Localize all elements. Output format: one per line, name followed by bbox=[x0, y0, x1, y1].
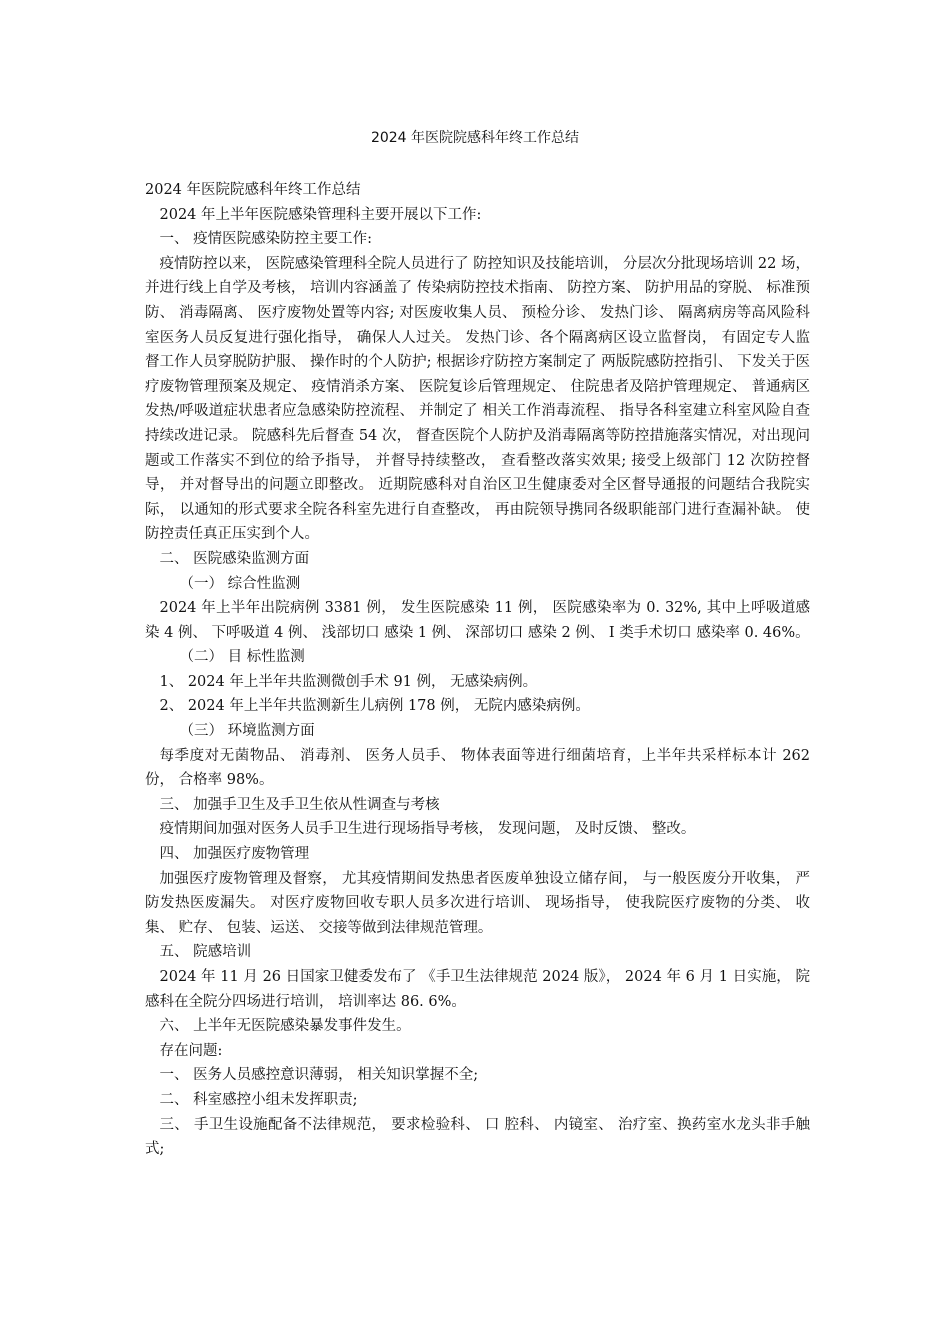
problems-heading: 存在问题: bbox=[159, 1042, 223, 1059]
subsection-heading-2: （二） 目 标性监测 bbox=[179, 649, 305, 666]
paragraph-intro: 2024 年上半年医院感染管理科主要开展以下工作: bbox=[159, 206, 482, 223]
section-heading-6: 六、 上半年无医院感染暴发事件发生。 bbox=[159, 1018, 411, 1035]
section-heading-5: 五、 院感培训 bbox=[159, 944, 252, 961]
document-title: 2024 年医院院感科年终工作总结 bbox=[370, 130, 580, 146]
subsection-heading-3: （三） 环境监测方面 bbox=[179, 723, 315, 740]
paragraph-environment-monitoring: 每季度对无菌物品、 消毒剂、 医务人员手、 物体表面等进行细菌培育，上半年共采样标本计 262 份， 合格率 98%。 bbox=[145, 747, 810, 789]
paragraph-heading: 2024 年医院院感科年终工作总结 bbox=[145, 182, 361, 198]
problem-item-1: 一、 医务人员感控意识薄弱， 相关知识掌握不全; bbox=[159, 1067, 479, 1084]
document-body bbox=[145, 178, 810, 1162]
section-heading-2: 二、 医院感染监测方面 bbox=[159, 550, 310, 567]
paragraph-hand-hygiene: 疫情期间加强对医务人员手卫生进行现场指导考核， 发现问题， 及时反馈、 整改。 bbox=[159, 821, 696, 838]
paragraph-target-1: 1、 2024 年上半年共监测微创手术 91 例， 无感染病例。 bbox=[159, 673, 538, 690]
section-heading-4: 四、 加强医疗废物管理 bbox=[159, 846, 310, 863]
paragraph-comprehensive-monitoring: 2024 年上半年出院病例 3381 例， 发生医院感染 11 例， 医院感染率为 0. 32%, 其中上呼吸道感染 4 例、 下呼吸道 4 例、 浅部切口 感染 1 例、 深部切口 感染 2 例、 Ⅰ 类手术切口 感染率 0. 46%。 bbox=[145, 600, 810, 641]
section-heading-3: 三、 加强手卫生及手卫生依从性调查与考核 bbox=[159, 796, 440, 813]
paragraph-epidemic-control: 疫情防控以来， 医院感染管理科全院人员进行了 防控知识及技能培训， 分层次分批现场培训 22 场， 并进行线上自学及考核， 培训内容涵盖了 传染病防控技术指南、 防控方案、 防护用品的穿脱、 标准预防、 消毒隔离、 医疗废物处置等内容; 对医废收集人员、 预检分诊、 发热门诊、 隔离病房等高风险科室医务人员反复进行强化指导， 确保人人过关。 发热门诊、各个隔离病区设立监督岗， 有固定专人监督工作人员穿脱防护服、 操作时的个人防护; 根据诊疗防控方案制定了 两版院感防控指引、 下发关于医疗废物管理预案及规定、 疫情消杀方案、 医院复诊后管理规定、 住院患者及陪护管理规定、 普通病区发热/呼吸道症状患者应急感染防控流程、 并制定了 相关工作消毒流程、 指导各科室建立科室风险自查持续改进记录。 院感科先后督查 54 次， 督查医院个人防护及消毒隔离等防控措施落实情况，对出现问题或工作落实不到位的给予指导， 并督导持续整改， 查看整改落实效果; 接受上级部门 12 次防控督导， 并对督导出的问题立即整改。 近期院感科对自治区卫生健康委对全区督导通报的问题结合我院实际， 以通知的形式要求全院各科室先进行自查整改， 再由院领导携同各级职能部门进行查漏补缺。 使防控责任真正压实到个人。 bbox=[145, 255, 810, 543]
problem-item-2: 二、 科室感控小组未发挥职责; bbox=[159, 1091, 358, 1108]
section-heading-1: 一、 疫情医院感染防控主要工作: bbox=[159, 231, 372, 248]
problem-item-3: 三、 手卫生设施配备不法律规范， 要求检验科、 口 腔科、 内镜室、 治疗室、换药室水龙头非手触式; bbox=[145, 1116, 810, 1158]
paragraph-target-2: 2、 2024 年上半年共监测新生儿病例 178 例， 无院内感染病例。 bbox=[159, 698, 590, 715]
paragraph-medical-waste: 加强医疗废物管理及督察， 尤其疫情期间发热患者医废单独设立储存间， 与一般医废分开收集， 严防发热医废漏失。 对医疗废物回收专职人员多次进行培训、 现场指导， 使我院医疗废物的分类、 收集、 贮存、 包装、运送、 交接等做到法律规范管理。 bbox=[145, 870, 810, 936]
subsection-heading-1: （一） 综合性监测 bbox=[179, 575, 301, 592]
paragraph-training: 2024 年 11 月 26 日国家卫健委发布了 《手卫生法律规范 2024 版》， 2024 年 6 月 1 日实施， 院感科在全院分四场进行培训， 培训率达 86. 6%。 bbox=[145, 969, 810, 1010]
